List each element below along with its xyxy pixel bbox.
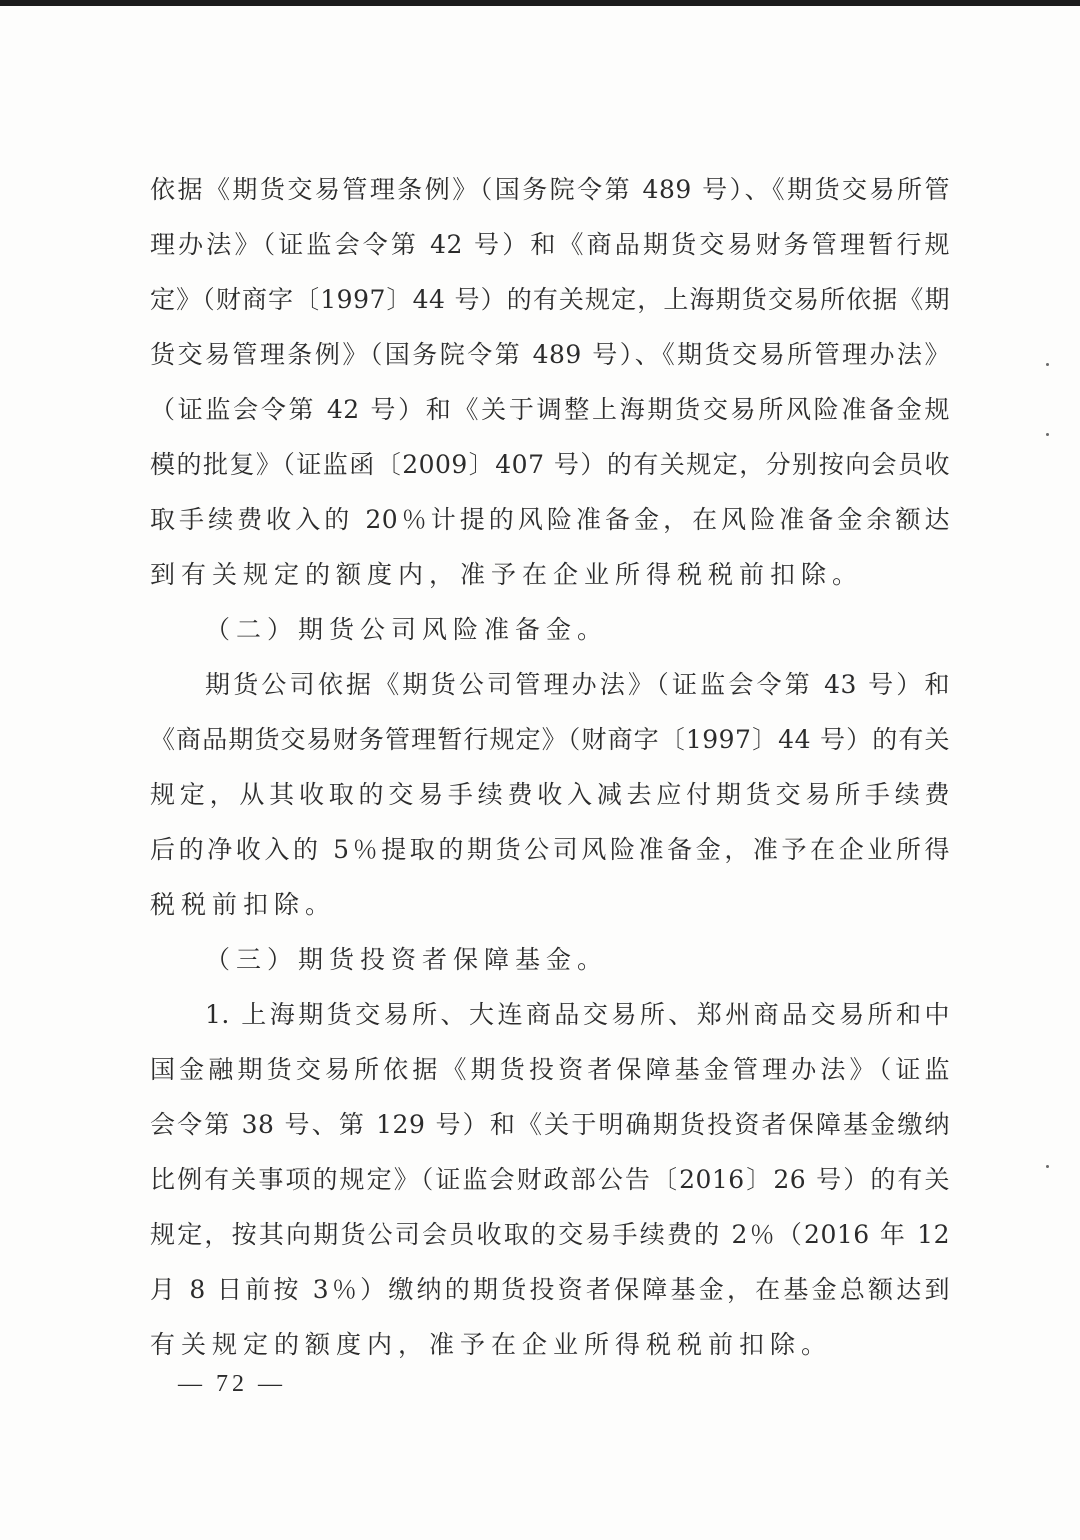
text-line: 后的净收入的 5％提取的期货公司风险准备金，准予在企业所得	[150, 835, 950, 864]
scan-speck	[1046, 1165, 1049, 1168]
text-line: 税税前扣除。	[150, 890, 337, 919]
section-heading: （二）期货公司风险准备金。	[205, 615, 609, 644]
text-line: 有关规定的额度内，准予在企业所得税税前扣除。	[150, 1330, 833, 1359]
text-line: 定》（财商字〔1997〕44 号）的有关规定，上海期货交易所依据《期	[150, 285, 950, 314]
text-line: 月 8 日前按 3％）缴纳的期货投资者保障基金，在基金总额达到	[150, 1275, 950, 1304]
text-line: 模的批复》（证监函〔2009〕407 号）的有关规定，分别按向会员收	[150, 450, 950, 479]
text-line: 比例有关事项的规定》（证监会财政部公告〔2016〕26 号）的有关	[150, 1165, 950, 1194]
section-heading: （三）期货投资者保障基金。	[205, 945, 609, 974]
text-line: 会令第 38 号、第 129 号）和《关于明确期货投资者保障基金缴纳	[150, 1110, 950, 1139]
text-line: 规定，从其收取的交易手续费收入减去应付期货交易所手续费	[150, 780, 950, 809]
text-line: 《商品期货交易财务管理暂行规定》（财商字〔1997〕44 号）的有关	[150, 725, 950, 754]
text-line: 依据《期货交易管理条例》（国务院令第 489 号）、《期货交易所管	[150, 175, 950, 204]
text-line: 到有关规定的额度内，准予在企业所得税税前扣除。	[150, 560, 864, 589]
scan-speck	[1046, 433, 1049, 436]
text-line: （证监会令第 42 号）和《关于调整上海期货交易所风险准备金规	[150, 395, 950, 424]
text-line: 1. 上海期货交易所、大连商品交易所、郑州商品交易所和中	[205, 1000, 950, 1029]
scan-top-edge	[0, 0, 1080, 6]
text-line: 理办法》（证监会令第 42 号）和《商品期货交易财务管理暂行规	[150, 230, 950, 259]
text-line: 规定，按其向期货公司会员收取的交易手续费的 2％（2016 年 12	[150, 1220, 950, 1249]
text-line: 国金融期货交易所依据《期货投资者保障基金管理办法》（证监	[150, 1055, 950, 1084]
text-line: 期货公司依据《期货公司管理办法》（证监会令第 43 号）和	[205, 670, 950, 699]
text-line: 取手续费收入的 20％计提的风险准备金，在风险准备金余额达	[150, 505, 950, 534]
text-line: 货交易管理条例》（国务院令第 489 号）、《期货交易所管理办法》	[150, 340, 950, 369]
page-number: — 72 —	[178, 1371, 286, 1397]
scan-speck	[1046, 363, 1049, 366]
